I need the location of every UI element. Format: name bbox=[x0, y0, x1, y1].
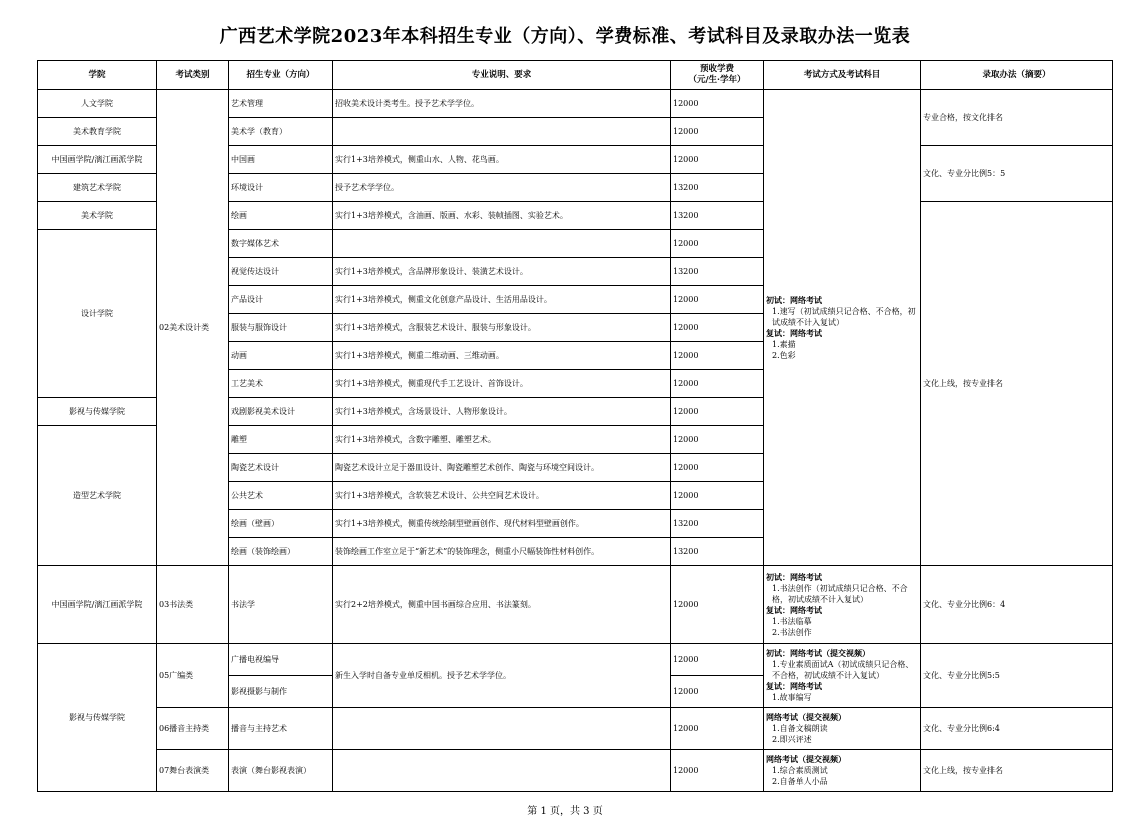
desc-cell: 实行1+3培养模式，侧重文化创意产品设计、生活用品设计。 bbox=[333, 286, 671, 314]
desc-cell: 招收美术设计类考生。授予艺术学学位。 bbox=[333, 90, 671, 118]
admission-table bbox=[37, 60, 1113, 792]
admission-cell: 文化、专业分比例6:4 bbox=[921, 708, 1113, 750]
fee-cell: 12000 bbox=[671, 708, 764, 750]
desc-cell: 实行1+3培养模式，含服装艺术设计、服装与形象设计。 bbox=[333, 314, 671, 342]
major-cell: 中国画 bbox=[229, 146, 333, 174]
major-cell: 动画 bbox=[229, 342, 333, 370]
desc-cell bbox=[333, 708, 671, 750]
exam-cell: 初试：网络考试 1.书法创作（初试成绩只记合格、不合格，初试成绩不计入复试） 复试：网络考试 1.书法临摹 2.书法创作 bbox=[764, 566, 921, 644]
desc-cell: 实行1+3培养模式，含场景设计、人物形象设计。 bbox=[333, 398, 671, 426]
desc-cell: 实行1+3培养模式，侧重山水、人物、花鸟画。 bbox=[333, 146, 671, 174]
header-admission: 录取办法（摘要） bbox=[921, 61, 1113, 90]
major-cell: 视觉传达设计 bbox=[229, 258, 333, 286]
major-cell: 书法学 bbox=[229, 566, 333, 644]
category-cell: 02美术设计类 bbox=[157, 90, 229, 566]
fee-cell: 12000 bbox=[671, 286, 764, 314]
major-cell: 绘画（壁画） bbox=[229, 510, 333, 538]
major-cell: 影视摄影与制作 bbox=[229, 676, 333, 708]
header-description: 专业说明、要求 bbox=[333, 61, 671, 90]
major-cell: 数字媒体艺术 bbox=[229, 230, 333, 258]
fee-cell: 12000 bbox=[671, 230, 764, 258]
admission-cell: 文化、专业分比例6：4 bbox=[921, 566, 1113, 644]
college-cell: 影视与传媒学院 bbox=[38, 398, 157, 426]
major-cell: 广播电视编导 bbox=[229, 644, 333, 676]
major-cell: 环境设计 bbox=[229, 174, 333, 202]
header-category: 考试类别 bbox=[157, 61, 229, 90]
desc-cell: 新生入学时自备专业单反相机。授予艺术学学位。 bbox=[333, 644, 671, 708]
header-college: 学院 bbox=[38, 61, 157, 90]
college-cell: 中国画学院/漓江画派学院 bbox=[38, 146, 157, 174]
desc-cell: 实行1+3培养模式，侧重二维动画、三维动画。 bbox=[333, 342, 671, 370]
table-row bbox=[38, 90, 1113, 118]
desc-cell: 实行1+3培养模式，含品牌形象设计、装潢艺术设计。 bbox=[333, 258, 671, 286]
fee-cell: 12000 bbox=[671, 426, 764, 454]
fee-cell: 12000 bbox=[671, 750, 764, 792]
major-cell: 播音与主持艺术 bbox=[229, 708, 333, 750]
table-row bbox=[38, 750, 1113, 792]
fee-cell: 13200 bbox=[671, 510, 764, 538]
college-cell: 影视与传媒学院 bbox=[38, 644, 157, 792]
desc-cell: 实行1+3培养模式，含软装艺术设计、公共空间艺术设计。 bbox=[333, 482, 671, 510]
college-cell: 造型艺术学院 bbox=[38, 426, 157, 566]
desc-cell: 陶瓷艺术设计立足于器皿设计、陶瓷雕塑艺术创作、陶瓷与环境空间设计。 bbox=[333, 454, 671, 482]
desc-cell: 实行1+3培养模式，侧重现代手工艺设计、首饰设计。 bbox=[333, 370, 671, 398]
header-fee: 预收学费 （元/生·学年） bbox=[671, 61, 764, 90]
admission-cell: 文化、专业分比例5：5 bbox=[921, 146, 1113, 202]
fee-cell: 12000 bbox=[671, 566, 764, 644]
fee-cell: 12000 bbox=[671, 482, 764, 510]
major-cell: 服装与服饰设计 bbox=[229, 314, 333, 342]
fee-cell: 12000 bbox=[671, 146, 764, 174]
desc-cell bbox=[333, 750, 671, 792]
major-cell: 绘画 bbox=[229, 202, 333, 230]
fee-cell: 13200 bbox=[671, 174, 764, 202]
major-cell: 产品设计 bbox=[229, 286, 333, 314]
fee-cell: 12000 bbox=[671, 644, 764, 676]
fee-cell: 12000 bbox=[671, 118, 764, 146]
desc-cell bbox=[333, 230, 671, 258]
admission-cell: 专业合格，按文化排名 bbox=[921, 90, 1113, 146]
fee-cell: 13200 bbox=[671, 258, 764, 286]
major-cell: 公共艺术 bbox=[229, 482, 333, 510]
exam-cell: 网络考试（提交视频） 1.综合素质测试 2.自备单人小品 bbox=[764, 750, 921, 792]
admission-cell: 文化上线，按专业排名 bbox=[921, 750, 1113, 792]
fee-cell: 12000 bbox=[671, 90, 764, 118]
table-row bbox=[38, 708, 1113, 750]
major-cell: 戏剧影视美术设计 bbox=[229, 398, 333, 426]
desc-cell: 实行1+3培养模式，侧重传统绘制型壁画创作、现代材料型壁画创作。 bbox=[333, 510, 671, 538]
major-cell: 美术学（教育） bbox=[229, 118, 333, 146]
fee-cell: 12000 bbox=[671, 342, 764, 370]
page-title: 广西艺术学院2023年本科招生专业（方向）、学费标准、考试科目及录取办法一览表 bbox=[219, 26, 911, 47]
exam-cell: 初试：网络考试 1.速写（初试成绩只记合格、不合格，初试成绩不计入复试） 复试：网络考试 1.素描 2.色彩 bbox=[764, 90, 921, 566]
college-cell: 美术教育学院 bbox=[38, 118, 157, 146]
major-cell: 雕塑 bbox=[229, 426, 333, 454]
fee-cell: 12000 bbox=[671, 314, 764, 342]
major-cell: 工艺美术 bbox=[229, 370, 333, 398]
major-cell: 陶瓷艺术设计 bbox=[229, 454, 333, 482]
desc-cell: 实行2+2培养模式，侧重中国书画综合应用、书法篆刻。 bbox=[333, 566, 671, 644]
fee-cell: 13200 bbox=[671, 202, 764, 230]
exam-cell: 初试：网络考试（提交视频） 1.专业素质面试A（初试成绩只记合格、不合格，初试成绩不计入复试） 复试：网络考试 1.故事编写 bbox=[764, 644, 921, 708]
header-exam: 考试方式及考试科目 bbox=[764, 61, 921, 90]
table-row bbox=[38, 644, 1113, 676]
category-cell: 07舞台表演类 bbox=[157, 750, 229, 792]
category-cell: 05广编类 bbox=[157, 644, 229, 708]
fee-cell: 12000 bbox=[671, 398, 764, 426]
major-cell: 绘画（装饰绘画） bbox=[229, 538, 333, 566]
college-cell: 中国画学院/漓江画派学院 bbox=[38, 566, 157, 644]
college-cell: 设计学院 bbox=[38, 230, 157, 398]
desc-cell: 装饰绘画工作室立足于“新艺术”的装饰理念，侧重小尺幅装饰性材料创作。 bbox=[333, 538, 671, 566]
page-footer: 第 1 页，共 3 页 bbox=[527, 806, 603, 817]
major-cell: 艺术管理 bbox=[229, 90, 333, 118]
category-cell: 03书法类 bbox=[157, 566, 229, 644]
table-header-row bbox=[38, 61, 1113, 90]
header-major: 招生专业（方向） bbox=[229, 61, 333, 90]
fee-cell: 13200 bbox=[671, 538, 764, 566]
fee-cell: 12000 bbox=[671, 370, 764, 398]
college-cell: 建筑艺术学院 bbox=[38, 174, 157, 202]
college-cell: 人文学院 bbox=[38, 90, 157, 118]
admission-cell: 文化、专业分比例5:5 bbox=[921, 644, 1113, 708]
desc-cell: 实行1+3培养模式，含数字雕塑、雕塑艺术。 bbox=[333, 426, 671, 454]
admission-cell: 文化上线，按专业排名 bbox=[921, 202, 1113, 566]
exam-cell: 网络考试（提交视频） 1.自备文稿朗读 2.即兴评述 bbox=[764, 708, 921, 750]
major-cell: 表演（舞台影视表演） bbox=[229, 750, 333, 792]
fee-cell: 12000 bbox=[671, 454, 764, 482]
fee-cell: 12000 bbox=[671, 676, 764, 708]
desc-cell: 授予艺术学学位。 bbox=[333, 174, 671, 202]
desc-cell: 实行1+3培养模式，含油画、版画、水彩、装帧插图、实验艺术。 bbox=[333, 202, 671, 230]
table-row bbox=[38, 566, 1113, 644]
desc-cell bbox=[333, 118, 671, 146]
category-cell: 06播音主持类 bbox=[157, 708, 229, 750]
college-cell: 美术学院 bbox=[38, 202, 157, 230]
